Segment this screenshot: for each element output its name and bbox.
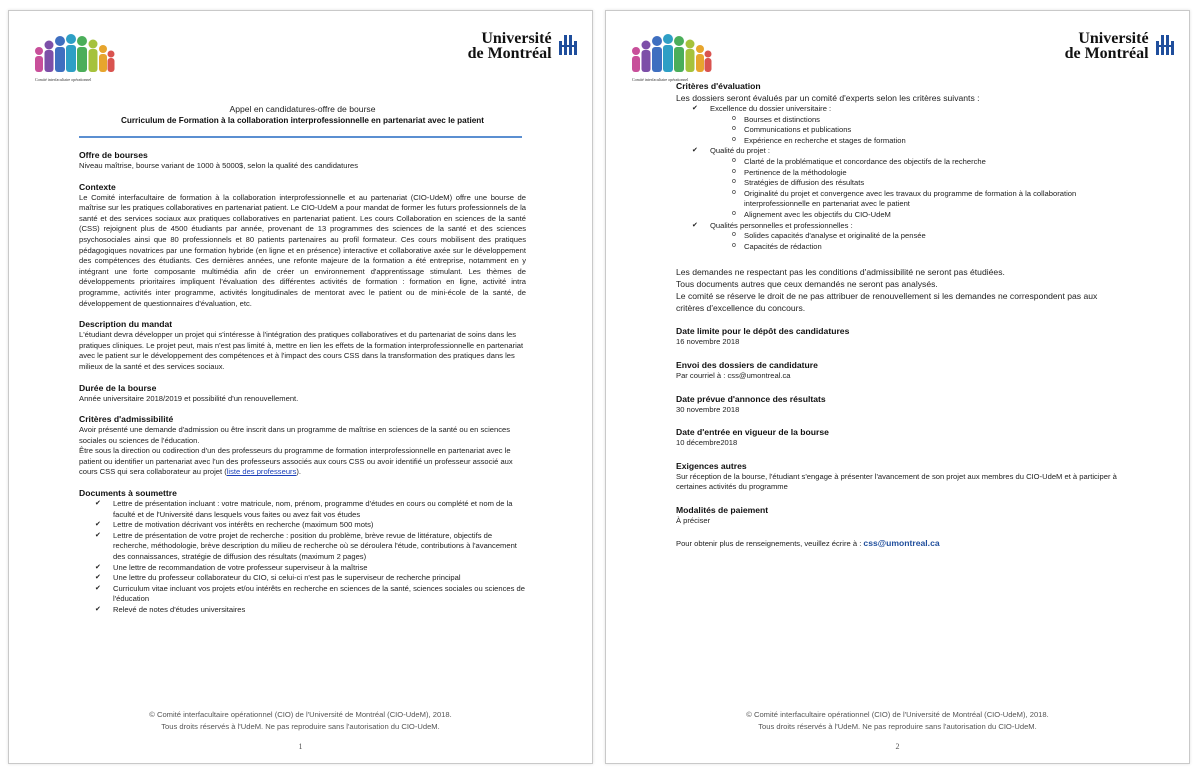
critere-label: Qualité du projet :: [710, 146, 770, 156]
page-number: 2: [895, 742, 900, 751]
document-page-1: [8, 10, 593, 764]
list-item: ✔ Lettre de présentation incluant : votre matricule, nom, prénom, programme d'études en cours ou complété et nom de la faculté et de l'Université dans lesquels vous faites ou avez fait vos études: [95, 499, 526, 520]
critere-excellence: [692, 104, 1123, 146]
page-1-content: [79, 103, 526, 616]
exigences-heading: Exigences autres: [676, 460, 747, 471]
udem-emblem-icon: [1155, 33, 1175, 62]
annonce-heading: Date prévue d'annonce des résultats: [676, 393, 826, 404]
title-divider: [79, 136, 522, 138]
contact-line: [676, 538, 1123, 550]
envoi-value: Par courriel à : css@umontreal.ca: [676, 370, 791, 380]
critere-label: Excellence du dossier universitaire :: [710, 104, 832, 113]
critere-qualites-personnelles: [692, 221, 1123, 253]
criteres-intro: Les dossiers seront évalués par un comité d'experts selon les critères suivants :: [676, 93, 980, 103]
footer-rights: Tous droits réservés à l'UdeM. Ne pas reproduire sans l'autorisation du CIO-UdeM.: [161, 722, 440, 731]
contact-text: Pour obtenir plus de renseignements, veuillez écrire à :: [676, 539, 864, 549]
udem-logo: [1065, 31, 1175, 62]
duree-heading: Durée de la bourse: [79, 382, 157, 393]
admissibilite-heading: Critères d'admissibilité: [79, 414, 174, 425]
udem-logo: [468, 31, 578, 62]
list-item: o Clarté de la problématique et concordance des objectifs de la recherche: [732, 157, 1123, 168]
udem-line1: Université: [1078, 30, 1149, 47]
modalites-heading: Modalités de paiement: [676, 504, 769, 515]
note-documents: Tous documents autres que ceux demandés ne seront pas analysés.: [676, 279, 938, 290]
footer-rights: Tous droits réservés à l'UdeM. Ne pas reproduire sans l'autorisation du CIO-UdeM.: [758, 722, 1037, 731]
list-item: o Capacités de rédaction: [732, 242, 1123, 253]
udem-line2: de Montréal: [1064, 45, 1149, 62]
admissibilite-text-2b: ).: [296, 467, 302, 477]
footer-copyright: © Comité interfacultaire opérationnel (CIO) de l'Université de Montréal (CIO-UdeM), 2018.: [746, 710, 1049, 719]
list-item: ✔ Une lettre de recommandation de votre professeur superviseur à la maîtrise: [95, 563, 526, 574]
cio-caption: Comité interfacultaire opérationnel: [35, 77, 92, 82]
list-item: o Bourses et distinctions: [732, 115, 1123, 126]
admissibilite-text-2a: Être sous la direction ou codirection d'un des professeurs du programme de formation interprofessionnelle en partenariat avec le patient ou identifier un partenariat avec l'un des professeurs associés aux cours CSS ou avoir identifié un professeur associé aux cours CSS qui sera collaborateur au projet (: [79, 446, 513, 477]
mandat-text: L'étudiant devra développer un projet qui s'intéresse à l'intégration des pratiques collaboratives et du partenariat de soins dans les pratiques cliniques. Le projet peut, mais n'est pas limité à, mettre en lien les effets de la formation interprofessionnelle en partenariat avec le patient sur le développement des compétences et à l'impact des cours CSS dans la transformation des pratiques dans les milieux de la santé et des services sociaux.: [79, 330, 524, 371]
footer-copyright: © Comité interfacultaire opérationnel (CIO) de l'Université de Montréal (CIO-UdeM), 2018.: [149, 710, 452, 719]
udem-line2: de Montréal: [467, 45, 552, 62]
envoi-heading: Envoi des dossiers de candidature: [676, 359, 818, 370]
list-item: o Solides capacités d'analyse et originalité de la pensée: [732, 231, 1123, 242]
list-item: ✔ Une lettre du professeur collaborateur du CIO, si celui-ci n'est pas le superviseur de recherche principal: [95, 573, 526, 584]
document-title: Appel en candidatures-offre de bourse: [229, 104, 376, 114]
page-1-footer: [9, 709, 592, 733]
list-item: o Pertinence de la méthodologie: [732, 168, 1123, 179]
cio-logo: [628, 29, 714, 87]
page-number: 1: [298, 742, 303, 751]
modalites-value: À préciser: [676, 515, 711, 525]
udem-wordmark: [1065, 31, 1149, 61]
cio-logo: [31, 29, 117, 87]
page-2-footer: [606, 709, 1189, 733]
people-group-icon: [31, 29, 117, 77]
deadline-heading: Date limite pour le dépôt des candidatures: [676, 326, 850, 337]
contexte-text: Le Comité interfacultaire de formation à la collaboration interprofessionnelle et au partenariat (CIO-UdeM) offre une bourse de maîtrise sur les pratiques collaboratives en partenariat patient. Le CIO-UdeM a pour mandat de former les futurs professionnels de la santé et des services sociaux aux pratiques collaboratives en partenariat patient. Les cours Collaboration en sciences de la santé (CSS) rejoignent plus de 4500 étudiants par année, provenant de 13 programmes des sciences de la santé et des sciences psychosociales ainsi que 80 professionnels et 80 patients partenaires au profil formateur. Ces cours mobilisent des pratiques pédagogiques novatrices par une formation hybride (en ligne et en présence) interactive et collaborative axée sur le développement des compétences des étudiants. Ces dernières années, une refonte majeure de la formation a été entreprise, notamment en y intégrant une forte composante multimédia afin de créer un environnement d'apprentissage stimulant. Les thèmes de développements prioritaires impliquent l'évaluation des différentes activités de formation : formation en ligne, activité intra programme, activités inter programme, activités longitudinales de mentorat avec le patient ou de mini-école de la santé, de développement de questionnaires d'évaluation, etc.: [79, 192, 526, 308]
admissibilite-text-2: [79, 446, 526, 478]
udem-emblem-icon: [558, 33, 578, 62]
people-group-icon: [628, 29, 714, 77]
sub-list: [710, 115, 1123, 147]
contexte-heading: Contexte: [79, 181, 116, 192]
criteres-list: [676, 104, 1123, 252]
list-item: o Expérience en recherche et stages de formation: [732, 136, 1123, 147]
page-2-content: [676, 81, 1123, 550]
contact-email-link[interactable]: css@umontreal.ca: [863, 538, 940, 549]
critere-qualite-projet: [692, 146, 1123, 220]
list-item: o Stratégies de diffusion des résultats: [732, 178, 1123, 189]
sub-list: [710, 157, 1123, 221]
note-admissibilite: Les demandes ne respectant pas les conditions d'admissibilité ne seront pas étudiées.: [676, 267, 1005, 278]
critere-label: Qualités personnelles et professionnelles :: [710, 220, 853, 230]
sub-list: [710, 231, 1123, 252]
deadline-value: 16 novembre 2018: [676, 337, 740, 347]
document-page-2: [605, 10, 1190, 764]
offre-text: Niveau maîtrise, bourse variant de 1000 à 5000$, selon la qualité des candidatures: [79, 161, 359, 170]
udem-wordmark: [468, 31, 552, 61]
documents-heading: Documents à soumettre: [79, 488, 177, 499]
criteres-heading: Critères d'évaluation: [676, 81, 761, 91]
liste-professeurs-link[interactable]: liste des professeurs: [226, 467, 297, 477]
list-item: o Alignement avec les objectifs du CIO-UdeM: [732, 210, 1123, 221]
vigueur-value: 10 décembre2018: [676, 438, 738, 448]
offre-heading: Offre de bourses: [79, 150, 148, 160]
documents-list: [79, 499, 526, 616]
exigences-text: Sur réception de la bourse, l'étudiant s'engage à présenter l'avancement de son projet aux membres du CIO-UdeM et à participer à certaines activités du programme: [676, 471, 1117, 492]
list-item: ✔ Lettre de motivation décrivant vos intérêts en recherche (maximum 500 mots): [95, 520, 526, 531]
list-item: ✔ Lettre de présentation de votre projet de recherche : position du problème, brève revue de littérature, objectifs de recherche, méthodologie, brève description du milieu de recherche où se déroulera l'étude, contributions à l'avancement des connaissances, stratégie de diffusion des résultats (maximum 2 pages): [95, 531, 526, 563]
udem-line1: Université: [481, 30, 552, 47]
admissibilite-text-1: Avoir présenté une demande d'admission ou être inscrit dans un programme de maîtrise en sciences de la santé ou en sciences sociales ou sciences de l'éducation.: [79, 425, 511, 445]
document-subtitle: Curriculum de Formation à la collaboration interprofessionnelle en partenariat avec le patient: [120, 116, 485, 125]
vigueur-heading: Date d'entrée en vigueur de la bourse: [676, 427, 829, 438]
note-renouvellement: Le comité se réserve le droit de ne pas attribuer de renouvellement si les demandes ne correspondent pas aux critères d'excellence du concours.: [676, 291, 1098, 314]
duree-text: Année universitaire 2018/2019 et possibilité d'un renouvellement.: [79, 393, 299, 403]
mandat-heading: Description du mandat: [79, 319, 173, 330]
list-item: ✔ Relevé de notes d'études universitaires: [95, 605, 526, 616]
annonce-value: 30 novembre 2018: [676, 404, 740, 414]
list-item: o Originalité du projet et convergence avec les travaux du programme de formation à la collaboration interprofessionnelle en partenariat avec le patient: [732, 189, 1123, 210]
cio-caption: Comité interfacultaire opérationnel: [632, 77, 689, 82]
list-item: ✔ Curriculum vitae incluant vos projets et/ou intérêts en recherche en sciences de la santé, sciences sociales ou sciences de l'éducation: [95, 584, 526, 605]
list-item: o Communications et publications: [732, 125, 1123, 136]
